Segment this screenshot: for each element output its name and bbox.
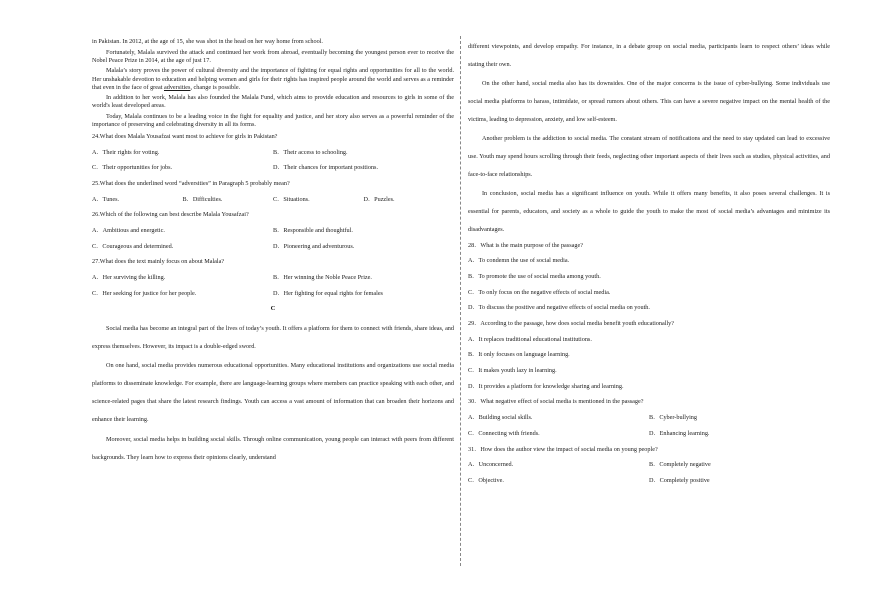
option-c: C．Their opportunities for jobs. — [92, 164, 173, 172]
options-row — [92, 273, 454, 282]
paragraph: in Pakistan. In 2012, at the age of 15, she was shot in the head on her way home from school. — [92, 38, 323, 45]
question-30: 30．What negative effect of social media is mentioned in the passage? — [468, 398, 644, 406]
column-divider — [460, 36, 461, 566]
options-row — [92, 242, 454, 251]
options-row — [468, 413, 830, 422]
question-28: 28．What is the main purpose of the passage? — [468, 241, 583, 249]
option-c: C．Objective. — [468, 476, 504, 484]
option-a: A．Tunes. — [92, 195, 120, 203]
paragraph-text: , change is possible. — [190, 83, 241, 91]
option-b: B．Completely negative — [649, 461, 711, 469]
options-row — [468, 460, 830, 469]
options-row — [92, 163, 454, 172]
option-c: C．Situations. — [273, 195, 310, 203]
option-d: D．Their chances for important positions. — [273, 164, 378, 172]
paragraph: different viewpoints, and develop empathy. For instance, in a debate group on social media, participants learn to respect others’ ideas while stating their own. — [468, 43, 830, 68]
option-c: C．Connecting with friends. — [468, 429, 540, 437]
option-a: A．Unconcerned. — [468, 461, 514, 469]
paragraph-text: Malala’s story proves the power of cultural diversity and the importance of fighting for equal rights and opportunities for all to the world. Her unshakable devotion to education and helping women and girls for their rights has inspired people around the world and serves as a reminder that even in the face of great — [92, 67, 454, 91]
options-row — [468, 429, 830, 438]
option-c: C．It makes youth lazy in learning. — [468, 367, 557, 375]
question-24: 24.What does Malala Yousafzai want most to achieve for girls in Pakistan? — [92, 132, 278, 140]
question-27: 27.What does the text mainly focus on about Malala? — [92, 258, 225, 266]
section-heading: C — [270, 305, 276, 313]
option-d: D．Completely positive — [649, 476, 710, 484]
option-a: A．Her surviving the killing. — [92, 274, 166, 282]
option-d: D．To discuss the positive and negative effects of social media on youth. — [468, 304, 650, 312]
paragraph: On the other hand, social media also has its downsides. One of the major concerns is the issue of cyber-bullying. Some individuals use social media platforms to harass, intimidate, or spread rumors about others. This can have a severe negative impact on the mental health of the victims, leading to depression, anxiety, and low self-esteem. — [468, 80, 830, 124]
option-d: D．It provides a platform for knowledge sharing and learning. — [468, 382, 624, 390]
paragraph — [92, 67, 454, 92]
options-row — [92, 226, 454, 235]
option-a: A．Their rights for voting. — [92, 148, 160, 156]
option-d: D．Pioneering and adventurous. — [273, 242, 355, 250]
left-column — [92, 38, 454, 468]
option-b: B．Cyber-bullying — [649, 414, 697, 422]
option-b: B．To promote the use of social media among youth. — [468, 272, 601, 280]
options-row — [92, 289, 454, 298]
option-a: A．Ambitious and energetic. — [92, 226, 165, 234]
option-b: B．Difficulties. — [182, 195, 223, 203]
options-row — [468, 476, 830, 485]
option-a: A．It replaces traditional educational institutions. — [468, 335, 592, 343]
option-c: C．To only focus on the negative effects of social media. — [468, 288, 611, 296]
paragraph: Social media has become an integral part of the lives of today’s youth. It offers a platform for them to connect with friends, share ideas, and express themselves. However, its impact is a double-edged sword. — [92, 325, 454, 351]
option-d: D．Enhancing learning. — [649, 429, 710, 437]
paragraph: In conclusion, social media has a significant influence on youth. While it offers many benefits, it also poses several challenges. It is essential for parents, educators, and society as a whole to guide the youth to make the most of social media’s advantages and minimize its disadvantages. — [468, 190, 830, 234]
option-b: B．Responsible and thoughtful. — [273, 226, 353, 234]
right-column — [468, 38, 830, 492]
option-a: A．Building social skills. — [468, 414, 533, 422]
option-d: D．Puzzles. — [363, 195, 395, 203]
paragraph: Another problem is the addiction to social media. The constant stream of notifications and the need to stay updated can lead to excessive use. Youth may spend hours scrolling through their feeds, neglecting other important aspects of their lives such as studies, physical activities, and face-to-face relationships. — [468, 135, 830, 179]
option-b: B．Her winning the Noble Peace Prize. — [273, 274, 372, 282]
option-d: D．Her fighting for equal rights for females — [273, 289, 383, 297]
paragraph: Today, Malala continues to be a leading voice in the fight for equality and justice, and her story also serves as a powerful reminder of the importance of preserving and celebrating diversity in all its forms. — [92, 113, 454, 129]
paragraph: Moreover, social media helps in building social skills. Through online communication, young people can interact with peers from different backgrounds. They learn how to express their opinions clearly, understand — [92, 435, 454, 461]
options-row — [92, 148, 454, 157]
option-b: B．Their access to schooling. — [273, 148, 348, 156]
question-26: 26.Which of the following can best describe Malala Yousafzai? — [92, 211, 249, 219]
underlined-word: adversities — [163, 83, 191, 91]
question-31: 31．How does the author view the impact of social media on young people? — [468, 445, 658, 453]
option-c: C．Her seeking for justice for her people. — [92, 289, 197, 297]
paragraph: In addition to her work, Malala has also founded the Malala Fund, which aims to provide education and resources to girls in some of the world's least developed areas. — [92, 94, 454, 110]
paragraph: On one hand, social media provides numerous educational opportunities. Many educational institutions and organizations use social media platforms to disseminate knowledge. For example, there are language-learning groups where members can practice speaking with each other, and science-related pages that share the latest research findings. Youth can access a vast amount of information that can broaden their horizons and enhance their learning. — [92, 362, 454, 424]
option-c: C．Courageous and determined. — [92, 242, 174, 250]
question-29: 29．According to the passage, how does social media benefit youth educationally? — [468, 320, 675, 328]
paragraph: Fortunately, Malala survived the attack and continued her work from abroad, eventually becoming the youngest person ever to receive the Nobel Peace Prize in 2014, at the age of just 17. — [92, 48, 454, 64]
question-25: 25.What does the underlined word “adversities” in Paragraph 5 probably mean? — [92, 179, 290, 187]
options-row — [92, 195, 454, 204]
option-b: B．It only focuses on language learning. — [468, 351, 570, 359]
option-a: A．To condemn the use of social media. — [468, 257, 570, 265]
